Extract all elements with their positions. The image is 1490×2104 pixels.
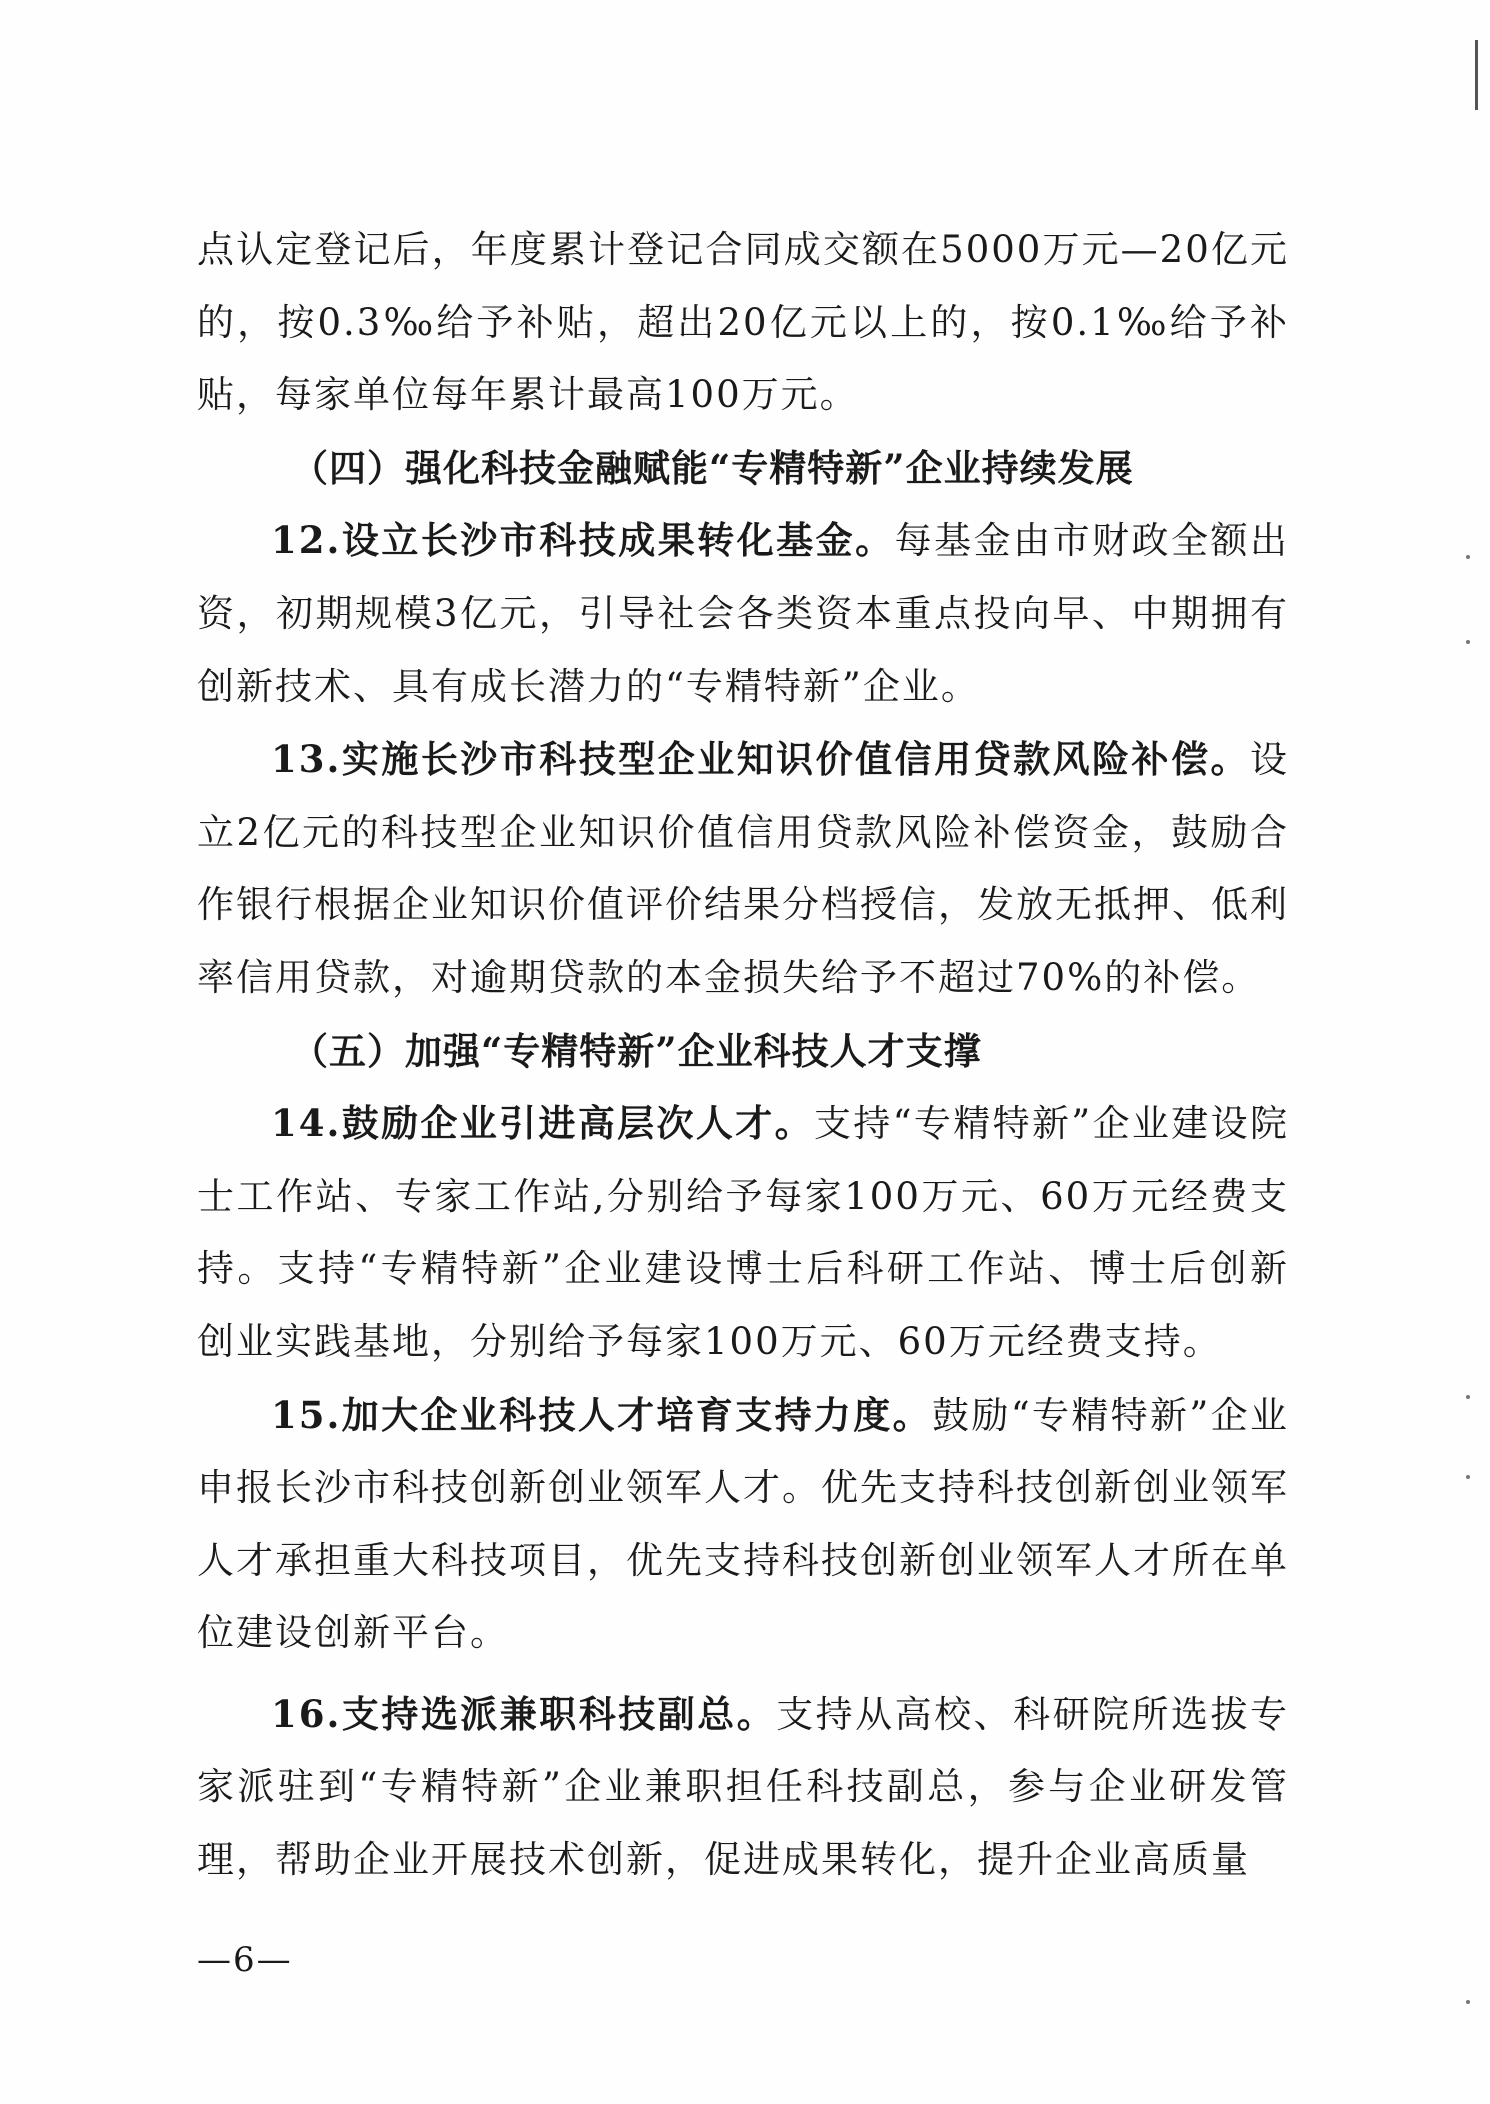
scan-speck xyxy=(1466,1395,1470,1399)
item-15 xyxy=(197,1379,1289,1670)
item-12 xyxy=(197,504,1289,723)
item-14 xyxy=(197,1087,1289,1378)
item-16 xyxy=(197,1678,1289,1897)
item-text: 每基金由市财政全额出资，初期规模3亿元，引导社会各类资本重点投向早、中期拥有创新技术、具有成长潜力的“专精特新”企业。 xyxy=(197,519,1289,708)
item-lead: 15.加大企业科技人才培育支持力度。 xyxy=(271,1392,932,1437)
scan-speck xyxy=(1466,1475,1470,1479)
item-text: 设立2亿元的科技型企业知识价值信用贷款风险补偿资金，鼓励合作银行根据企业知识价值评价结果分档授信，发放无抵押、低利率信用贷款，对逾期贷款的本金损失给予不超过70%的补偿。 xyxy=(197,738,1289,999)
item-text: 鼓励“专精特新”企业申报长沙市科技创新创业领军人才。优先支持科技创新创业领军人才承担重大科技项目，优先支持科技创新创业领军人才所在单位建设创新平台。 xyxy=(197,1393,1289,1655)
item-lead: 12.设立长沙市科技成果转化基金。 xyxy=(271,518,895,563)
scan-edge-mark xyxy=(1475,40,1478,110)
item-text: 支持从高校、科研院所选拔专家派驻到“专精特新”企业兼职担任科技副总，参与企业研发管理，帮助企业开展技术创新，促进成果转化，提升企业高质量 xyxy=(197,1692,1289,1882)
section-heading-5: （五）加强“专精特新”企业科技人才支撑 xyxy=(291,1028,982,1073)
document-body xyxy=(197,214,1289,1897)
scan-speck xyxy=(1466,640,1470,644)
section-heading-4: （四）强化科技金融赋能“专精特新”企业持续发展 xyxy=(291,445,1134,490)
item-13 xyxy=(197,723,1289,1014)
item-lead: 14.鼓励企业引进高层次人才。 xyxy=(271,1101,814,1146)
item-lead: 13.实施长沙市科技型企业知识价值信用贷款风险补偿。 xyxy=(271,737,1250,782)
page-number: —6— xyxy=(197,1940,293,1980)
paragraph-text: 点认定登记后，年度累计登记合同成交额在5000万元—20亿元的，按0.3‰给予补贴，超出20亿元以上的，按0.1‰给予补贴，每家单位每年累计最高100万元。 xyxy=(197,228,1289,417)
item-text: 支持“专精特新”企业建设院士工作站、专家工作站,分别给予每家100万元、60万元经费支持。支持“专精特新”企业建设博士后科研工作站、博士后创新创业实践基地，分别给予每家100万元、60万元经费支持。 xyxy=(197,1102,1289,1363)
scan-speck xyxy=(1466,555,1470,559)
item-lead: 16.支持选派兼职科技副总。 xyxy=(271,1691,777,1736)
paragraph-continued xyxy=(197,214,1289,432)
scan-speck xyxy=(1466,2000,1470,2004)
